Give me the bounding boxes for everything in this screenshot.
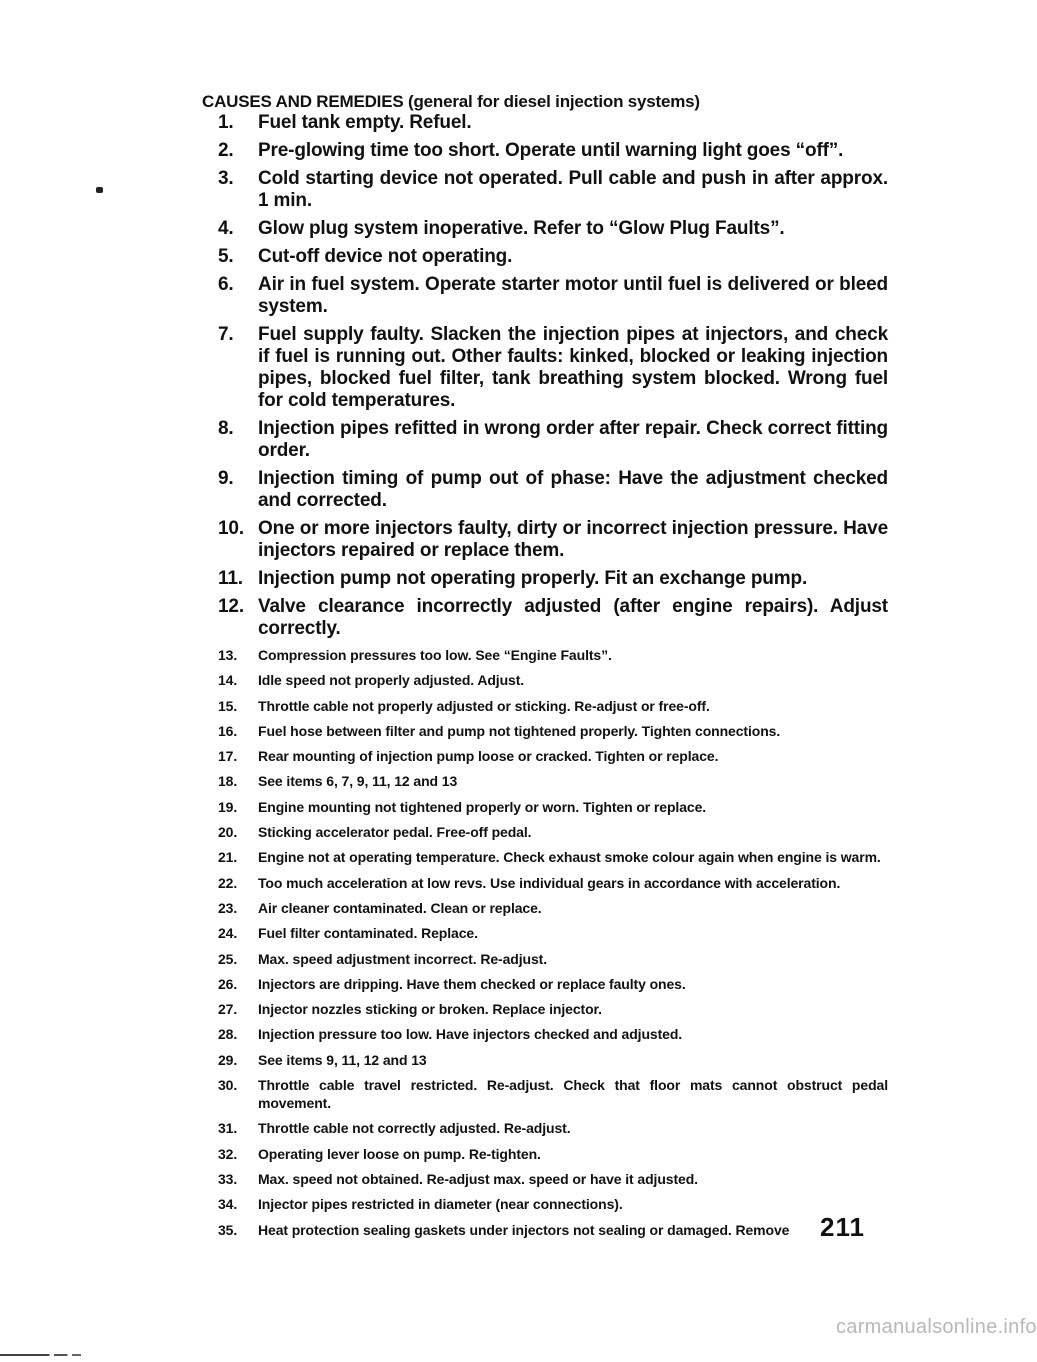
item-text: See items 9, 11, 12 and 13 [258,1051,427,1068]
item-text: Engine not at operating temperature. Check exhaust smoke colour again when engine is warm. [258,849,881,866]
item-number [200,646,258,664]
item-number [200,112,258,134]
item-text: One or more injectors faulty, dirty or incorrect injection pressure. Have injectors repaired or replace them. [258,518,888,561]
item-number [200,1221,258,1239]
item-number-text: 33. [218,1170,238,1187]
list-item [200,924,888,942]
item-text: Cut-off device not operating. [258,246,513,267]
item-number-text: 30. [218,1077,238,1094]
list-item [200,1051,888,1069]
item-text: Injector pipes restricted in diameter (near connections). [258,1196,623,1213]
item-number [200,568,258,590]
item-text: Fuel supply faulty. Slacken the injection pipes at injectors, and check if fuel is running out. Other faults: kinked, blocked or leaking injection pipes, blocked fuel filter, tank breathing system blocked. Wrong fuel for cold temperatures. [258,324,888,411]
item-number-text: 19. [218,798,238,815]
item-text: Injector nozzles sticking or broken. Replace injector. [258,1001,602,1018]
item-number-text: 11. [218,568,243,589]
item-number [200,246,258,268]
list-item [200,646,888,664]
list-item [200,1000,888,1018]
list-item [200,1145,888,1163]
item-number [200,1025,258,1043]
item-number-text: 25. [218,950,238,967]
item-number [200,1195,258,1213]
item-text: Air cleaner contaminated. Clean or replace. [258,899,542,916]
item-number-text: 32. [218,1145,238,1162]
item-number [200,418,258,440]
list-item [200,140,888,162]
item-number [200,747,258,765]
item-number-text: 10. [218,518,244,539]
item-text: Air in fuel system. Operate starter motor until fuel is delivered or bleed system. [258,274,888,317]
list-item [200,975,888,993]
item-number [200,1076,258,1094]
item-number-text: 27. [218,1001,238,1018]
item-number-text: 26. [218,975,238,992]
list-item [200,112,888,134]
list-item [200,1195,888,1213]
item-number-text: 22. [218,874,238,891]
item-number [200,324,258,346]
item-number-text: 3. [218,168,234,189]
list-item [200,874,888,892]
item-number-text: 14. [218,672,238,689]
item-number-text: 9. [218,468,234,489]
section-heading: CAUSES AND REMEDIES (general for diesel injection systems) [202,92,700,111]
item-number [200,899,258,917]
list-item [200,518,888,562]
list-item [200,218,888,240]
item-number [200,722,258,740]
list-item [200,1221,888,1239]
item-number [200,274,258,296]
page-number: 211 [820,1212,865,1242]
list-item [200,274,888,318]
list-item [200,1076,888,1112]
watermark-text: carmanualsonline.info [836,1316,1037,1338]
item-number-text: 4. [218,218,234,239]
list-item [200,899,888,917]
list-item [200,823,888,841]
item-number-text: 8. [218,418,234,439]
list-item [200,848,888,866]
list-item [200,596,888,640]
list-item [200,772,888,790]
item-number [200,671,258,689]
item-text: Heat protection sealing gaskets under injectors not sealing or damaged. Remove [258,1221,790,1238]
item-number-text: 18. [218,773,238,790]
item-number [200,468,258,490]
item-text: Throttle cable not correctly adjusted. Re-adjust. [258,1120,571,1137]
list-item [200,246,888,268]
item-number [200,975,258,993]
item-text: Injectors are dripping. Have them checked or replace faulty ones. [258,975,686,992]
item-number [200,1051,258,1069]
list-item [200,468,888,512]
item-number-text: 31. [218,1120,238,1137]
item-text: Max. speed not obtained. Re-adjust max. speed or have it adjusted. [258,1170,698,1187]
list-item [200,568,888,590]
item-number-text: 15. [218,697,238,714]
item-text: Sticking accelerator pedal. Free-off pedal. [258,824,532,841]
item-number-text: 6. [218,274,234,295]
item-text: Operating lever loose on pump. Re-tighten. [258,1145,541,1162]
item-text: Fuel hose between filter and pump not tightened properly. Tighten connections. [258,722,781,739]
item-number [200,1145,258,1163]
item-number [200,518,258,540]
list-item [200,324,888,412]
item-text: Pre-glowing time too short. Operate until warning light goes “off”. [258,140,844,161]
item-number-text: 24. [218,925,238,942]
item-text: Throttle cable travel restricted. Re-adjust. Check that floor mats cannot obstruct pedal movement. [258,1077,888,1112]
item-text: Valve clearance incorrectly adjusted (after engine repairs). Adjust correctly. [258,596,888,639]
item-number [200,924,258,942]
item-number-text: 29. [218,1051,238,1068]
item-text: Idle speed not properly adjusted. Adjust. [258,672,525,689]
item-text: Glow plug system inoperative. Refer to “Glow Plug Faults”. [258,218,785,239]
item-number-text: 1. [218,112,234,133]
item-number [200,772,258,790]
item-number [200,1119,258,1137]
item-number-text: 23. [218,899,238,916]
item-text: Fuel tank empty. Refuel. [258,112,472,133]
scan-edge-line [0,1354,90,1356]
list-item [200,798,888,816]
item-text: Max. speed adjustment incorrect. Re-adjust. [258,950,547,967]
item-number [200,218,258,240]
item-number-text: 16. [218,722,238,739]
item-number [200,823,258,841]
item-number [200,950,258,968]
list-item [200,697,888,715]
item-text: Cold starting device not operated. Pull cable and push in after approx. 1 min. [258,168,888,211]
item-number [200,596,258,618]
list-item [200,1119,888,1137]
list-item [200,418,888,462]
item-text: Injection timing of pump out of phase: Have the adjustment checked and corrected. [258,468,888,511]
item-number [200,168,258,190]
causes-remedies-list [200,112,888,1246]
list-item [200,671,888,689]
list-item [200,747,888,765]
item-number [200,140,258,162]
item-number [200,697,258,715]
item-text: Compression pressures too low. See “Engine Faults”. [258,647,612,663]
item-text: See items 6, 7, 9, 11, 12 and 13 [258,773,458,790]
item-number-text: 5. [218,246,234,267]
item-text: Fuel filter contaminated. Replace. [258,925,478,942]
item-number [200,1000,258,1018]
list-item [200,950,888,968]
item-text: Too much acceleration at low revs. Use individual gears in accordance with acceleration. [258,874,841,891]
list-item [200,168,888,212]
item-text: Rear mounting of injection pump loose or cracked. Tighten or replace. [258,748,719,765]
item-number-text: 21. [218,849,238,866]
list-item [200,722,888,740]
item-number-text: 20. [218,824,238,841]
item-text: Engine mounting not tightened properly or worn. Tighten or replace. [258,798,707,815]
item-number-text: 13. [218,647,238,663]
item-text: Injection pipes refitted in wrong order after repair. Check correct fitting order. [258,418,888,461]
item-number [200,1170,258,1188]
item-number-text: 17. [218,748,238,765]
item-text: Injection pump not operating properly. Fit an exchange pump. [258,568,808,589]
item-text: Throttle cable not properly adjusted or sticking. Re-adjust or free-off. [258,697,710,714]
item-number-text: 34. [218,1196,238,1213]
item-number-text: 2. [218,140,234,161]
item-text: Injection pressure too low. Have injectors checked and adjusted. [258,1026,683,1043]
item-number-text: 12. [218,596,244,617]
item-number-text: 35. [218,1221,238,1238]
list-item [200,1170,888,1188]
list-item [200,1025,888,1043]
margin-mark [96,187,103,193]
item-number-text: 7. [218,324,234,345]
item-number [200,848,258,866]
item-number-text: 28. [218,1026,238,1043]
item-number [200,798,258,816]
item-number [200,874,258,892]
